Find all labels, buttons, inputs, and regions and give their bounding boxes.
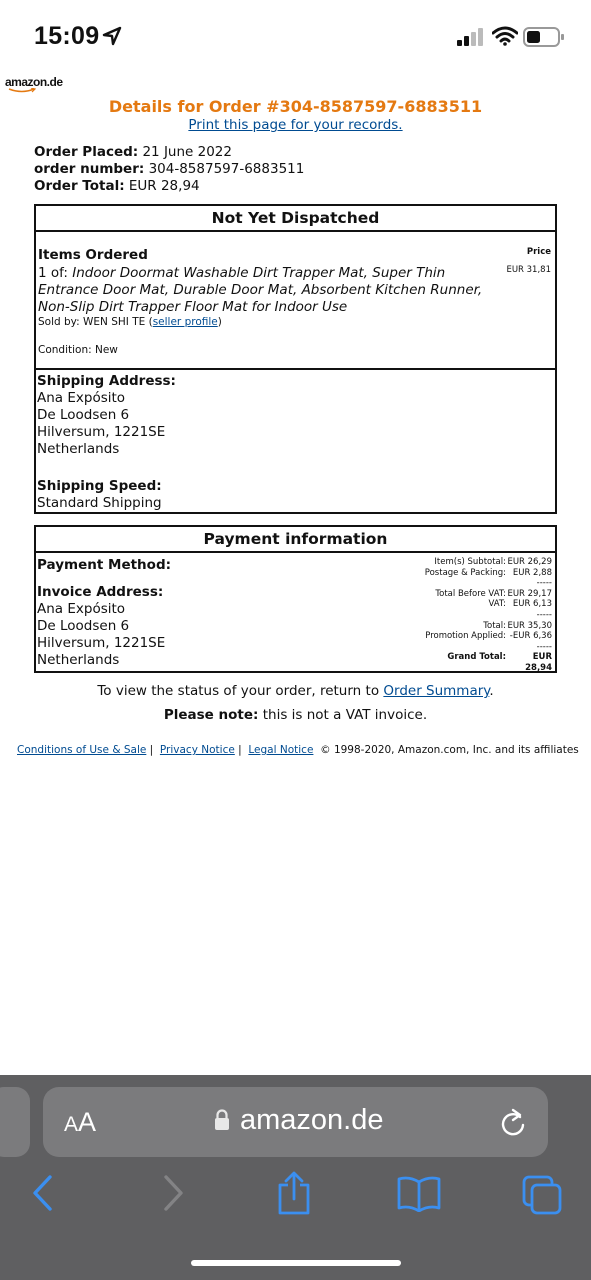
previous-tab[interactable] — [0, 1087, 30, 1157]
tabs-icon[interactable] — [522, 1175, 564, 1215]
cellular-signal-icon — [457, 28, 485, 46]
clock: 15:09 — [34, 22, 100, 50]
item-name[interactable]: Indoor Doormat Washable Dirt Trapper Mat, Super Thin Entrance Door Mat, Durable Door Mat, Absorbent Kitchen Runner, Non-Slip Dirt Trapper Floor Mat for Indoor Use — [38, 265, 483, 315]
shipping-address-line: Netherlands — [37, 441, 120, 457]
url-domain[interactable]: amazon.de — [240, 1104, 384, 1136]
promotion-row: Promotion Applied: -EUR 6,36 — [425, 631, 552, 642]
shipping-address-label: Shipping Address: — [37, 373, 176, 389]
vat-note: Please note: this is not a VAT invoice. — [163, 707, 428, 723]
condition: Condition: New — [38, 344, 118, 356]
amazon-smile-icon — [8, 88, 36, 94]
seller-profile-link[interactable]: seller profile — [152, 316, 218, 328]
payment-box — [34, 525, 557, 673]
bookmarks-icon[interactable] — [397, 1176, 441, 1212]
divider-dashes: ----- — [536, 609, 552, 620]
status-bar — [0, 0, 591, 74]
invoice-address-line: Netherlands — [37, 652, 120, 668]
items-ordered-title: Items Ordered — [38, 247, 148, 263]
battery-icon — [523, 26, 565, 48]
reload-icon[interactable] — [498, 1105, 528, 1139]
item-price: EUR 31,81 — [506, 265, 551, 275]
privacy-link[interactable]: Privacy Notice — [159, 744, 235, 756]
legal-link[interactable]: Legal Notice — [248, 744, 314, 756]
payment-section — [36, 553, 555, 671]
order-total: Order Total: EUR 28,94 — [34, 178, 200, 194]
order-title: Details for Order #304-8587597-6883511 — [108, 97, 483, 116]
copyright: © 1998-2020, Amazon.com, Inc. and its affiliates — [320, 744, 579, 756]
subtotal-row: Item(s) Subtotal: EUR 26,29 — [434, 557, 552, 567]
total-row: Total: EUR 35,30 — [483, 620, 552, 631]
grand-total-row: Grand Total: EUR 28,94 — [447, 652, 552, 673]
order-number: order number: 304-8587597-6883511 — [34, 161, 305, 177]
postage-row: Postage & Packing: EUR 2,88 — [424, 567, 552, 578]
order-status-line: To view the status of your order, return to Order Summary. — [97, 683, 494, 699]
sold-by: Sold by: WEN SHI TE (seller profile) — [38, 316, 222, 328]
reader-settings-button[interactable]: AA — [64, 1107, 97, 1137]
share-icon[interactable] — [275, 1171, 313, 1215]
shipment-box — [34, 204, 557, 514]
location-arrow-icon — [102, 26, 122, 46]
forward-icon[interactable] — [160, 1174, 186, 1212]
home-indicator[interactable] — [191, 1260, 401, 1266]
shipment-header: Not Yet Dispatched — [36, 206, 555, 232]
invoice-address-line: Hilversum, 1221SE — [37, 635, 166, 651]
items-section — [36, 232, 555, 370]
payment-header: Payment information — [36, 527, 555, 553]
order-placed: Order Placed: 21 June 2022 — [34, 144, 232, 160]
wifi-icon — [492, 26, 518, 46]
shipping-address-line: De Loodsen 6 — [37, 407, 130, 423]
shipping-speed: Standard Shipping — [37, 495, 162, 511]
vat-row: VAT: EUR 6,13 — [488, 599, 552, 610]
shipping-speed-label: Shipping Speed: — [37, 478, 162, 494]
divider-dashes: ----- — [536, 578, 552, 589]
browser-toolbar — [0, 1075, 591, 1280]
invoice-address-line: Ana Expósito — [37, 601, 126, 617]
back-icon[interactable] — [30, 1174, 56, 1212]
lock-icon — [214, 1109, 230, 1131]
price-header: Price — [526, 247, 551, 257]
shipping-address-line: Hilversum, 1221SE — [37, 424, 166, 440]
shipping-address-line: Ana Expósito — [37, 390, 126, 406]
before-vat-row: Total Before VAT: EUR 29,17 — [435, 588, 552, 599]
divider-dashes: ----- — [536, 641, 552, 652]
print-link[interactable]: Print this page for your records. — [188, 117, 403, 133]
amazon-logo[interactable]: amazon.de — [5, 75, 63, 89]
invoice-address-label: Invoice Address: — [37, 584, 164, 600]
item-description: 1 of: Indoor Doormat Washable Dirt Trapper Mat, Super Thin Entrance Door Mat, Durable Door Mat, Absorbent Kitchen Runner, Non-Slip Dirt Trapper Floor Mat for Indoor Use — [38, 265, 483, 315]
invoice-address-line: De Loodsen 6 — [37, 618, 130, 634]
payment-method-label: Payment Method: — [37, 557, 172, 573]
footer: Conditions of Use & Sale | Privacy Notice | Legal Notice © 1998-2020, Amazon.com, Inc. and its affiliates — [17, 744, 579, 756]
address-bar[interactable] — [43, 1087, 548, 1157]
order-summary — [382, 557, 552, 674]
conditions-link[interactable]: Conditions of Use & Sale — [17, 744, 147, 756]
shipping-section — [36, 370, 555, 512]
order-summary-link[interactable]: Order Summary — [383, 683, 490, 699]
